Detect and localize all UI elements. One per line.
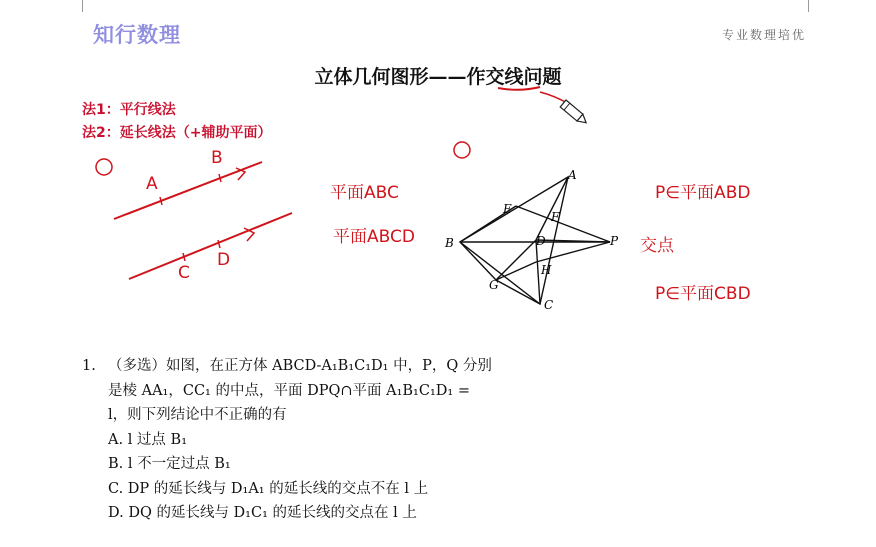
label-c-2: C <box>544 298 554 312</box>
annotation-plane-abcd: 平面ABCD <box>333 227 415 247</box>
label-g-2: G <box>489 278 499 292</box>
label-f-2: F <box>551 210 560 224</box>
title-underline <box>498 87 540 90</box>
diagram-1-number-circle <box>96 159 112 175</box>
label-p-2: P <box>610 234 619 248</box>
diagram-1-parallel-lines <box>96 159 292 279</box>
line-cd <box>129 213 292 279</box>
question-1 <box>82 354 492 526</box>
option-b: B. l 不一定过点 B₁ <box>108 456 231 472</box>
method-2: 法2：延长线法（+辅助平面） <box>82 125 272 141</box>
label-a-1: A <box>146 174 158 194</box>
annotation-intersection: 交点 <box>640 236 674 256</box>
annotation-p-in-plane-cbd: P∈平面CBD <box>655 284 751 304</box>
question-line-3: l，则下列结论中不正确的有 <box>108 407 287 423</box>
page-title: 立体几何图形——作交线问题 <box>314 66 562 88</box>
line-ab <box>114 162 262 219</box>
option-c: C. DP 的延长线与 D₁A₁ 的延长线的交点不在 l 上 <box>108 480 429 497</box>
question-number: 1. <box>82 358 96 374</box>
diagram-2-figure <box>454 142 610 304</box>
diagram-2-number-circle <box>454 142 470 158</box>
header-slogan: 专业数理培优 <box>721 28 806 42</box>
option-d: D. DQ 的延长线与 D₁C₁ 的延长线的交点在 l 上 <box>108 505 417 521</box>
question-line-2: 是棱 AA₁，CC₁ 的中点，平面 DPQ∩平面 A₁B₁C₁D₁ = <box>108 382 470 399</box>
brand-logo-text: 知行数理 <box>93 23 181 47</box>
option-a: A. l 过点 B₁ <box>108 431 188 448</box>
title-underline-tail <box>540 92 567 103</box>
annotation-plane-abc: 平面ABC <box>330 183 399 203</box>
label-d-1: D <box>217 250 231 270</box>
method-1: 法1：平行线法 <box>82 102 176 118</box>
label-d-2: D <box>536 234 546 248</box>
label-e-2: E <box>503 202 512 216</box>
annotation-p-in-plane-abd: P∈平面ABD <box>655 183 751 203</box>
question-line-1: 1. （多选）如图，在正方体 ABCD-A₁B₁C₁D₁ 中，P，Q 分别 <box>82 354 492 379</box>
label-b-1: B <box>211 148 223 168</box>
label-h-2: H <box>541 263 552 277</box>
pencil-icon <box>560 100 589 126</box>
label-b-2: B <box>445 236 454 250</box>
label-a-2: A <box>568 168 577 182</box>
label-c-1: C <box>178 263 190 283</box>
